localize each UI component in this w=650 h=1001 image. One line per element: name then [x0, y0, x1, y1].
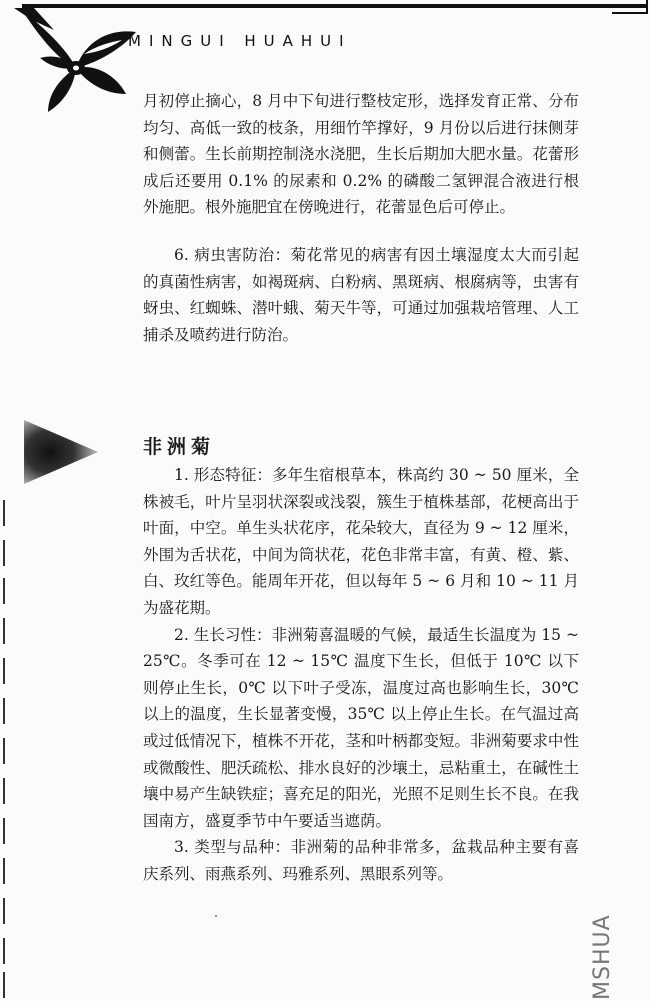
paragraph: 3. 类型与品种：非洲菊的品种非常多，盆栽品种主要有喜庆系列、雨燕系列、玛雅系列、黑眼系列等。: [143, 838, 579, 883]
paragraph: 1. 形态特征：多年生宿根草本，株高约 30 ~ 50 厘米，全株被毛，叶片呈羽状深裂或浅裂，簇生于植株基部，花梗高出于叶面，中空。单生头状花序，花朵较大，直径为 9 ~ 12 厘米，外围为舌状花，中间为筒状花，花色非常丰富，有黄、橙、紫、白、玫红等色。能周年开花，但以每年 5 ~ 6 月和 10 ~ 11 月为盛花期。: [143, 466, 579, 617]
paragraph: 6. 病虫害防治：菊花常见的病害有因土壤湿度太大而引起的真菌性病害，如褐斑病、白粉病、黑斑病、根腐病等，虫害有蚜虫、红蜘蛛、潜叶蛾、菊天牛等，可通过加强栽培管理、人工捕杀及喷药进行防治。: [143, 246, 579, 344]
top-rule-corner: [612, 0, 648, 14]
continuation-text: [143, 88, 579, 221]
watermark: MSHUA: [590, 914, 615, 1000]
pest-control-text: [143, 242, 579, 348]
section-body: [143, 462, 579, 888]
paragraph: 月初停止摘心，8 月中下旬进行整枝定形，选择发育正常、分布均匀、高低一致的枝条，用细竹竿撑好，9 月份以后进行抹侧芽和侧蕾。生长前期控制浇水浇肥，生长后期加大肥水量。花蕾形成后还要用 0.1% 的尿素和 0.2% 的磷酸二氢钾混合液进行根外施肥。根外施肥宜在傍晚进行，花蕾显色后可停止。: [143, 92, 579, 217]
section-title: 非洲菊: [143, 436, 216, 458]
section-arrow-icon: [20, 416, 100, 486]
orchid-flower-icon: [14, 8, 144, 118]
print-speck: [215, 915, 217, 917]
binding-marks: [0, 500, 10, 1000]
paragraph: 2. 生长习性：非洲菊喜温暖的气候，最适生长温度为 15 ~ 25℃。冬季可在 12 ~ 15℃ 温度下生长，但低于 10℃ 以下则停止生长，0℃ 以下叶子受冻，温度过高也影响生长，30℃ 以上的温度，生长显著变慢，35℃ 以上停止生长。在气温过高或过低情况下，植株不开花，茎和叶柄都变短。非洲菊要求中性或微酸性、肥沃疏松、排水良好的沙壤土，忌粘重土，在碱性土壤中易产生缺铁症；喜充足的阳光，光照不足则生长不良。在我国南方，盛夏季节中午要适当遮荫。: [143, 625, 579, 830]
running-head: MINGUI HUAHUI: [128, 32, 352, 50]
